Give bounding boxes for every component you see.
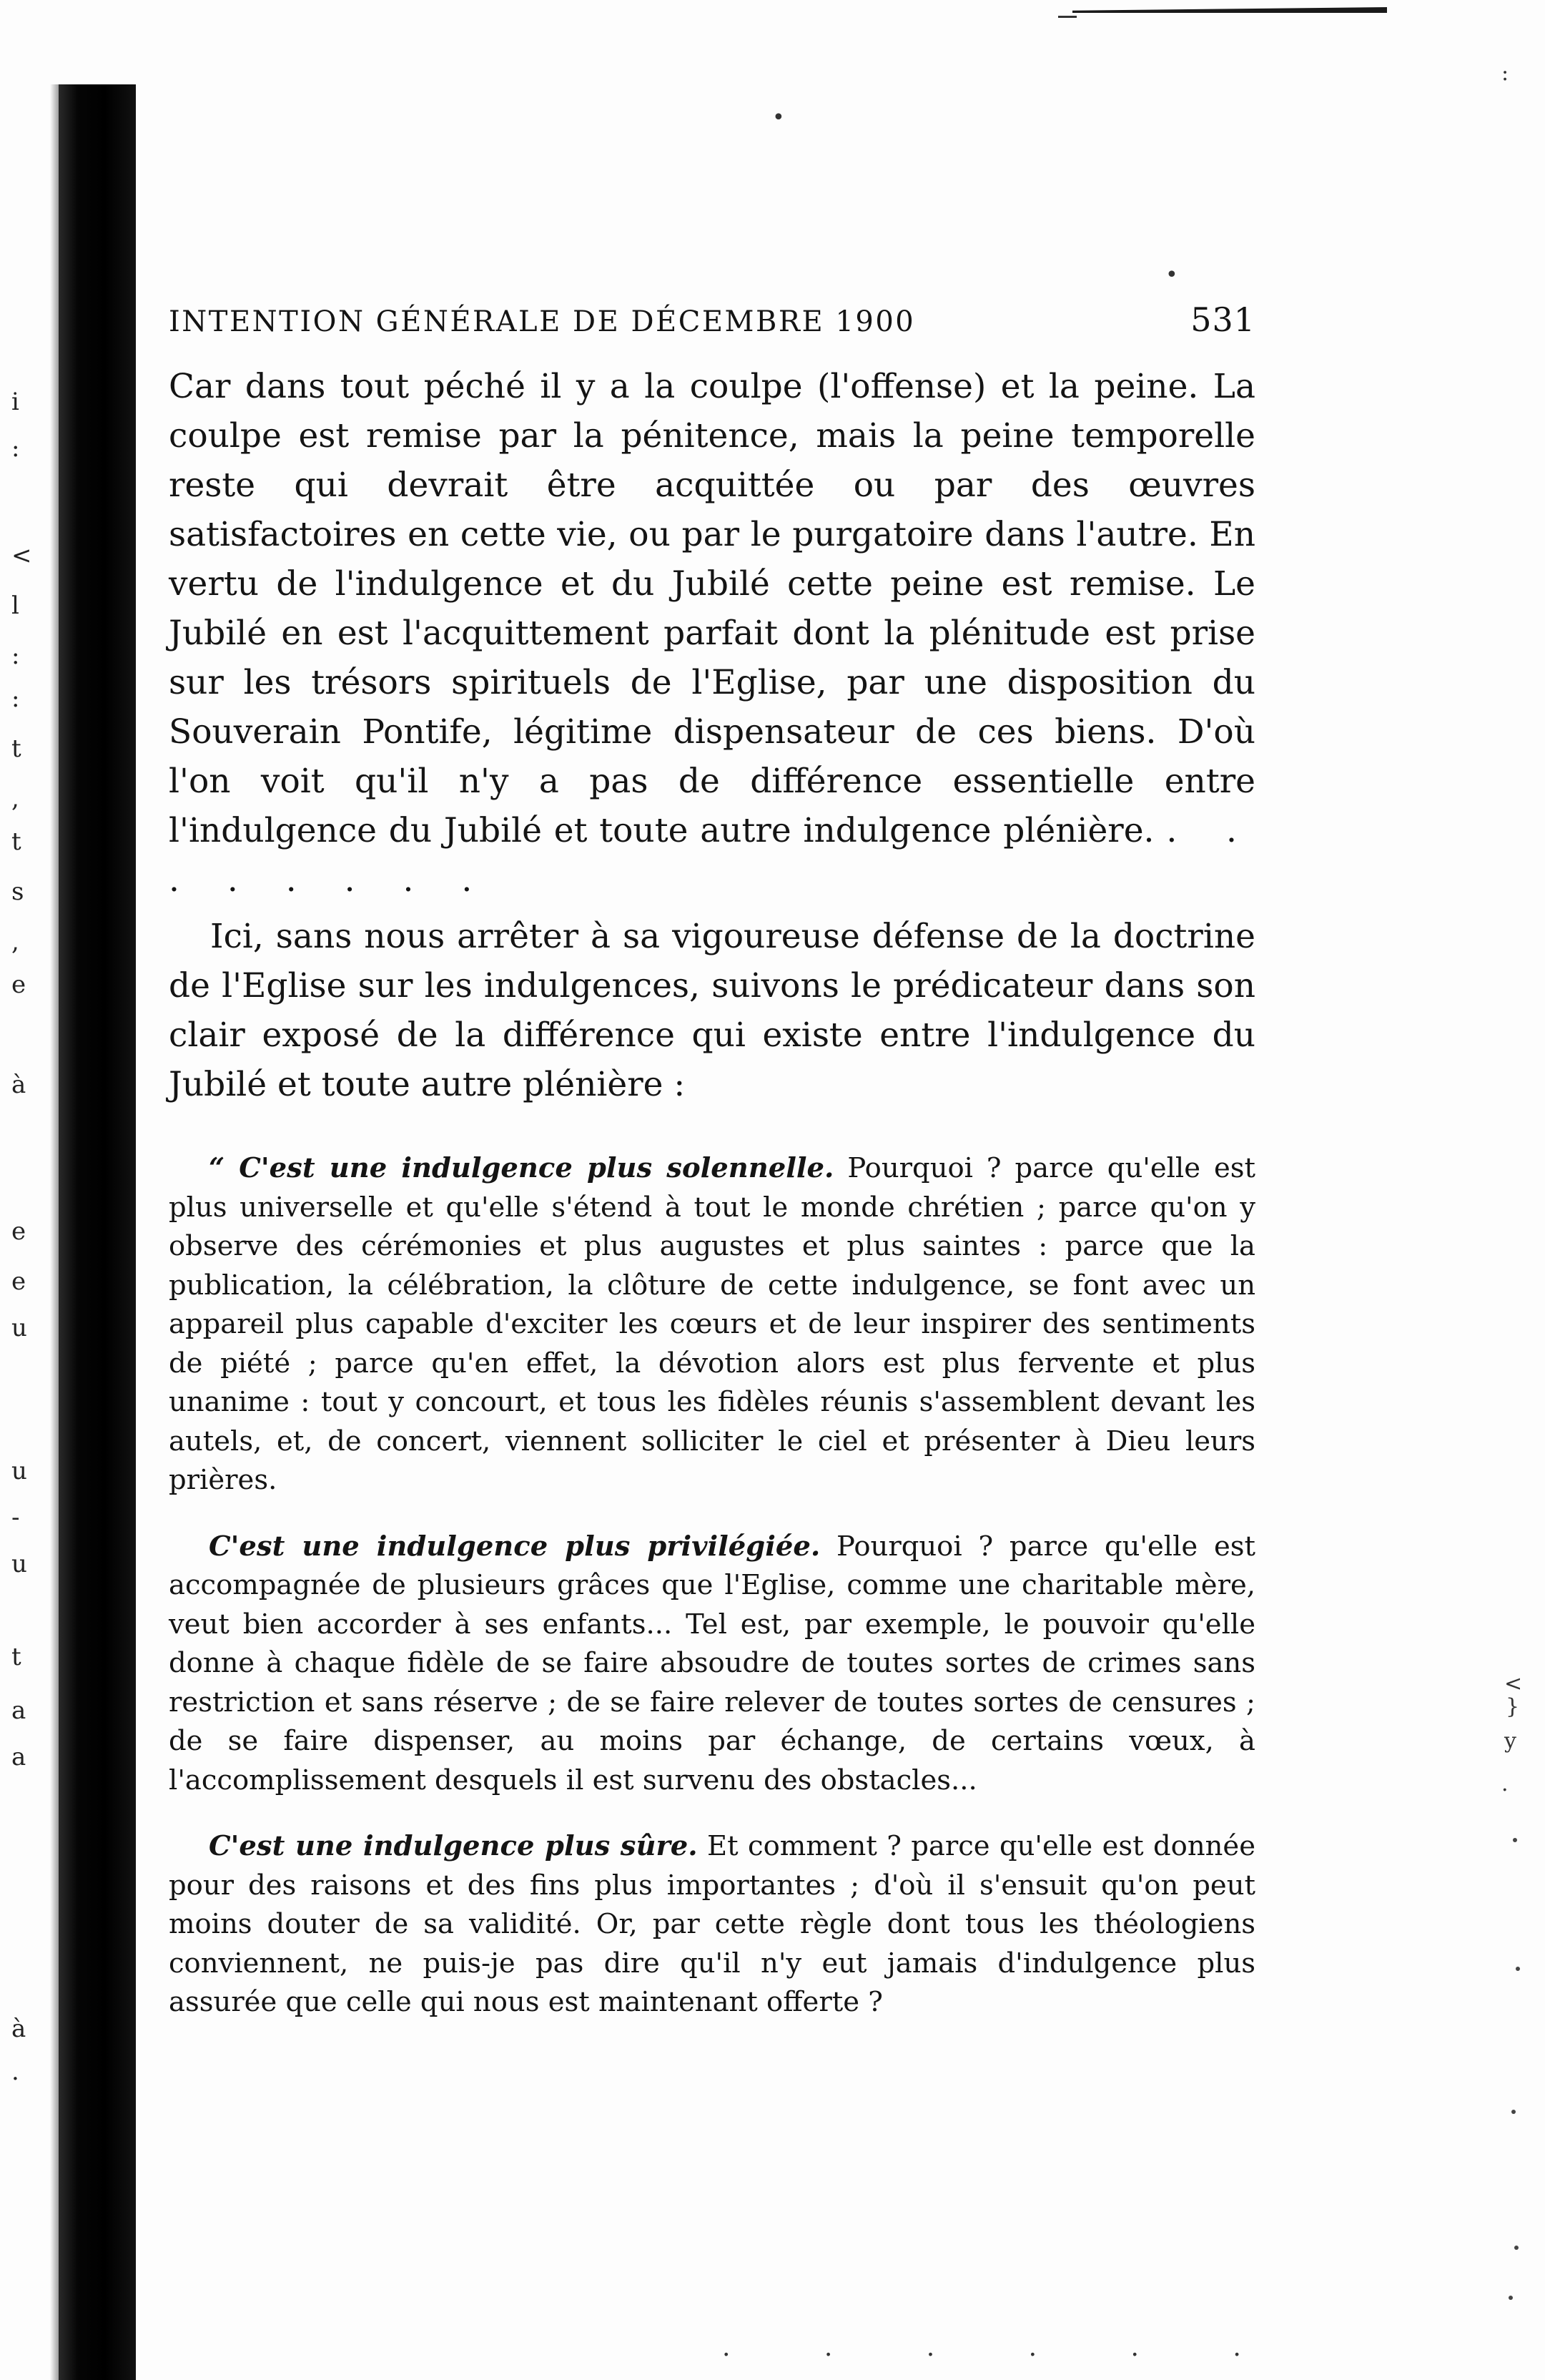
margin-fragment: u — [11, 1457, 27, 1485]
paragraph-text: Car dans tout péché il y a la coulpe (l'offense) et la peine. La coulpe est remise par la pénitence, mais la peine temporelle reste qui devrait être acquittée ou par des œuvres satisfactoires en cette vie, ou par le purgatoire dans l'autre. En vertu de l'indulgence et du Jubilé cette peine est remise. Le Jubilé en est l'acquittement parfait dont la plénitude est prise sur les trésors spirituels de l'Eglise, par une disposition du Souverain Pontife, légitime dispensateur de ces biens. D'où l'on voit qu'il n'y a pas de différence essentielle entre l'indulgence du Jubilé et toute autre indulgence plénière. — [169, 367, 1255, 850]
scan-speck — [1514, 2246, 1519, 2250]
quote-text: Pourquoi ? parce qu'elle est plus universelle et qu'elle s'étend à tout le monde chrétien ; parce qu'on y observe des cérémonies et plus augustes et plus saintes : parce que la publication, la célébration, la clôture de cette indulgence, se font avec un appareil plus capable d'exciter les cœurs et de leur inspirer des sentiments de piété ; parce qu'en effet, la dévotion alors est plus fervente et plus unanime : tout y concourt, et tous les fidèles réunis s'assemblent devant les autels, et, de concert, viennent solliciter le ciel et présenter à Dieu leurs prières. — [169, 1152, 1255, 1496]
text-block — [169, 300, 1255, 2022]
quote-lead: “ C'est une indulgence plus solennelle. — [209, 1152, 834, 1184]
margin-fragment: : — [11, 434, 20, 463]
scan-artifact-top-rule — [1072, 7, 1387, 13]
margin-fragment: à — [11, 1071, 26, 1099]
paragraph-text: Ici, sans nous arrêter à sa vigoureuse défense de la doctrine de l'Eglise sur les indulgences, suivons le prédicateur dans son clair exposé de la différence qui existe entre l'indulgence du Jubilé et toute autre plénière : — [169, 917, 1255, 1104]
margin-fragment: y — [1504, 1729, 1516, 1754]
margin-fragment: t — [11, 1643, 21, 1671]
margin-fragment: . — [1501, 1771, 1509, 1796]
page-number: 531 — [1190, 300, 1255, 339]
scan-speck — [1509, 2296, 1513, 2300]
running-head — [169, 300, 1255, 339]
margin-fragment: u — [11, 1314, 27, 1342]
left-margin-bleed-through — [0, 0, 57, 2380]
margin-fragment: t — [11, 734, 21, 763]
margin-fragment: : — [11, 684, 20, 713]
margin-fragment: e — [11, 1267, 26, 1296]
body-paragraph — [169, 912, 1255, 1109]
scan-speck — [1513, 1838, 1517, 1842]
margin-fragment: - — [11, 1503, 20, 1532]
margin-fragment: } — [1506, 1694, 1520, 1719]
quoted-paragraph — [169, 1528, 1255, 1801]
margin-fragment: e — [11, 970, 26, 999]
margin-fragment: : — [11, 641, 20, 670]
body-paragraph — [169, 362, 1255, 905]
scan-artifact-top-rule-tail — [1058, 16, 1077, 18]
margin-fragment: e — [11, 1217, 26, 1246]
running-head-title: INTENTION GÉNÉRALE DE DÉCEMBRE 1900 — [169, 305, 916, 338]
margin-fragment: i — [11, 388, 19, 416]
margin-fragment: l — [11, 591, 19, 620]
quoted-paragraph — [169, 1827, 1255, 2022]
margin-fragment: a — [11, 1743, 26, 1771]
margin-fragment: < — [11, 541, 32, 570]
scan-speck — [1511, 2110, 1516, 2114]
margin-fragment: , — [11, 785, 19, 813]
margin-fragment: • — [1165, 262, 1178, 287]
quote-text: Pourquoi ? parce qu'elle est accompagnée de plusieurs grâces que l'Eglise, comme une charitable mère, veut bien accorder à ses enfants... Tel est, par exemple, le pouvoir qu'elle donne à chaque fidèle de se faire absoudre de toutes sortes de crimes sans restriction et sans réserve ; de se faire relever de toutes sortes de censures ; de se faire dispenser, au moins par échange, de certains vœux, à l'accomplissement desquels il est survenu des obstacles... — [169, 1530, 1255, 1796]
margin-fragment: a — [11, 1696, 26, 1725]
margin-fragment: < — [1504, 1671, 1523, 1696]
quoted-paragraph — [169, 1149, 1255, 1500]
margin-fragment: • — [772, 105, 785, 130]
margin-fragment: s — [11, 877, 24, 906]
scan-gutter-bar — [59, 84, 136, 2380]
ellipsis-line: . . . . . . . . — [169, 811, 1255, 900]
margin-fragment: u — [11, 1550, 27, 1578]
quote-text: Et comment ? parce qu'elle est donnée pour des raisons et des fins plus importantes ; d'où il s'ensuit qu'on peut moins douter de sa validité. Or, par cette règle dont tous les théologiens conviennent, ne puis-je pas dire qu'il n'y eut jamais d'indulgence plus assurée que celle qui nous est maintenant offerte ? — [169, 1830, 1255, 2018]
quote-lead: C'est une indulgence plus privilégiée. — [209, 1530, 821, 1563]
margin-fragment: t — [11, 827, 21, 856]
margin-fragment: à — [11, 2015, 26, 2043]
quote-lead: C'est une indulgence plus sûre. — [209, 1830, 698, 1862]
margin-fragment: : — [1501, 61, 1509, 86]
trailing-dots: . . . . . . — [722, 2333, 1284, 2362]
scan-speck — [1516, 1967, 1520, 1971]
margin-fragment: , — [11, 928, 19, 956]
margin-fragment: . — [11, 2057, 19, 2086]
